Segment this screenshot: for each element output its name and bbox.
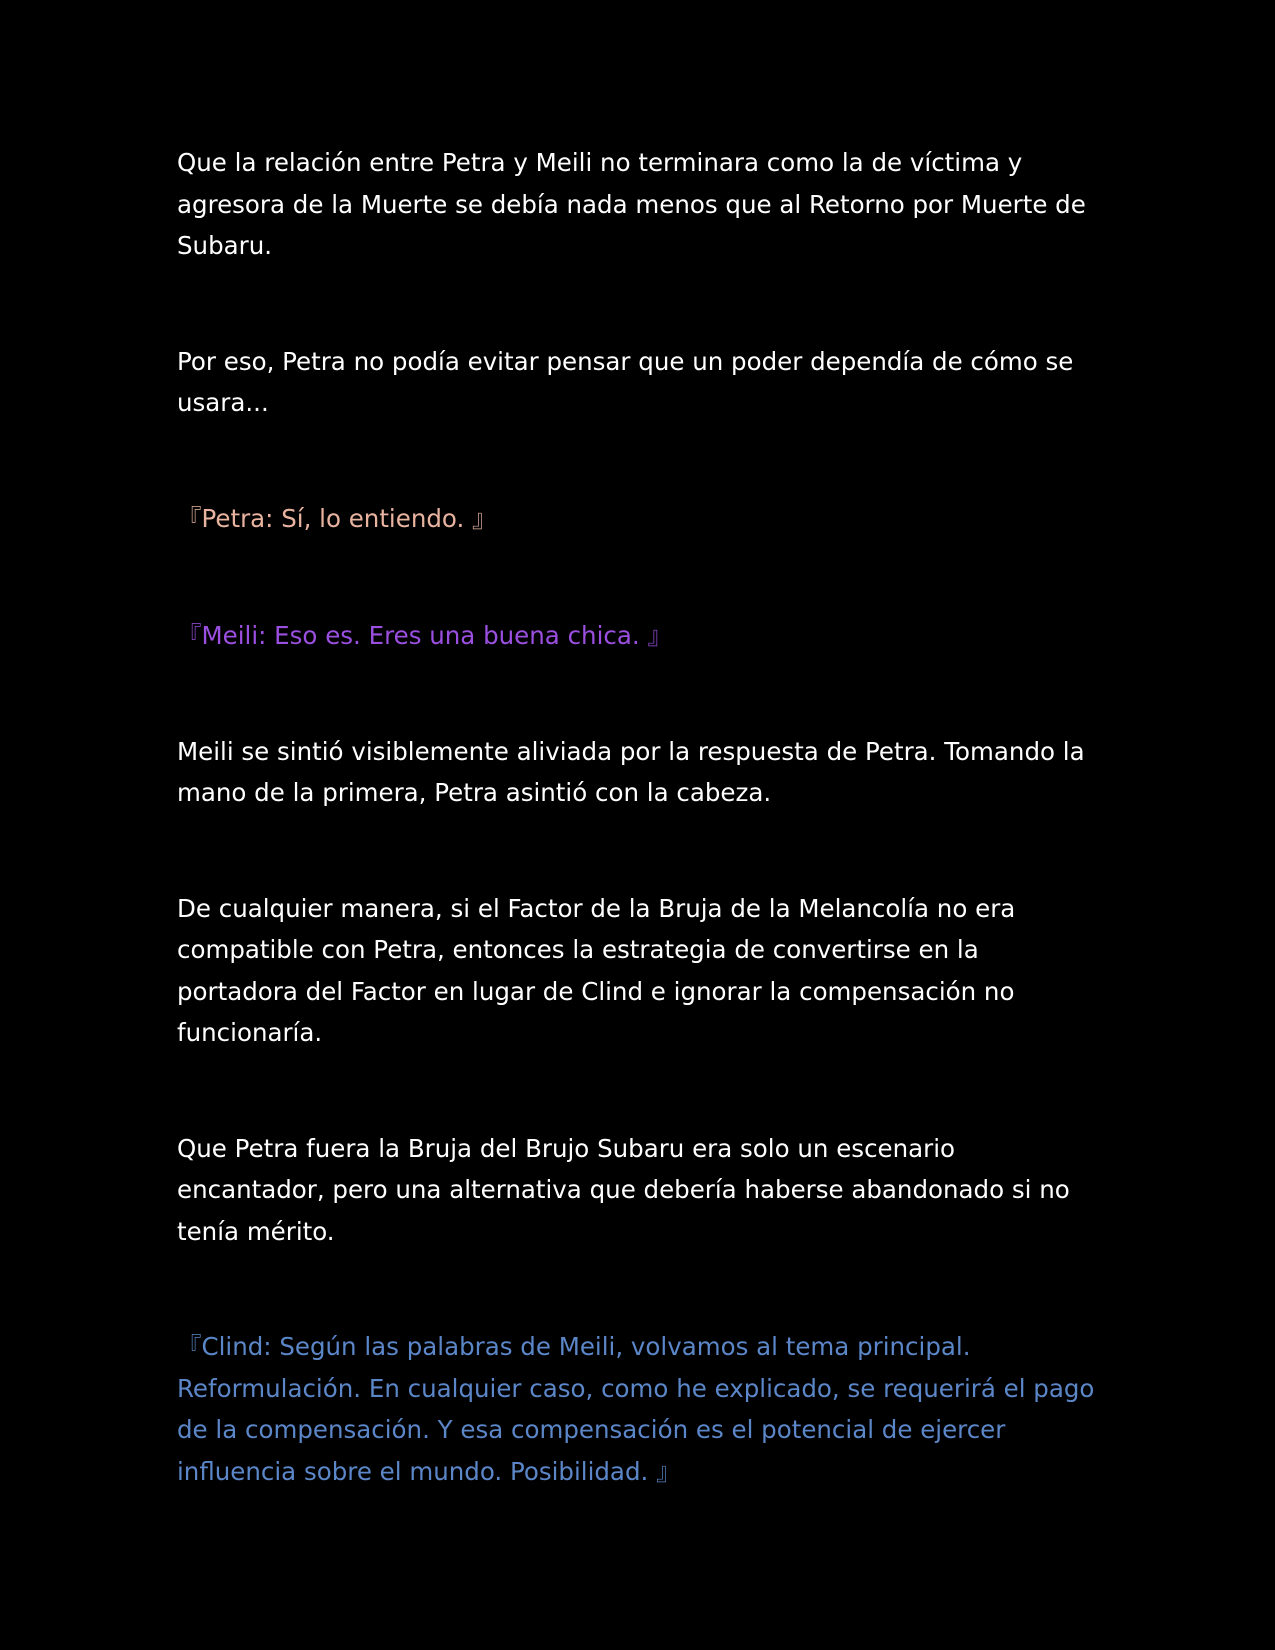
- narration-paragraph: De cualquier manera, si el Factor de la Bruja de la Melancolía no era compatible con Petra, entonces la estrategia de convertirse en la portadora del Factor en lugar de Clind e ignorar la compensación no funcionaría.: [177, 893, 1016, 1047]
- narration-paragraph: Por eso, Petra no podía evitar pensar que un poder dependía de cómo se usara...: [177, 346, 1074, 417]
- narration-paragraph: Que la relación entre Petra y Meili no terminara como la de víctima y agresora de la Muerte se debía nada menos que al Retorno por Muerte de Subaru.: [177, 148, 1086, 260]
- dialogue-petra: 『Petra: Sí, lo entiendo. 』: [177, 503, 497, 533]
- narration-paragraph: Meili se sintió visiblemente aliviada por la respuesta de Petra. Tomando la mano de la primera, Petra asintió con la cabeza.: [177, 736, 1085, 807]
- narration-paragraph: Que Petra fuera la Bruja del Brujo Subaru era solo un escenario encantador, pero una alternativa que debería haberse abandonado si no tenía mérito.: [177, 1133, 1070, 1246]
- document-body: [177, 142, 1107, 1492]
- dialogue-clind: 『Clind: Según las palabras de Meili, volvamos al tema principal. Reformulación. En cualquier caso, como he explicado, se requerirá el pago de la compensación. Y esa compensación es el potencial de ejercer influencia sobre el mundo. Posibilidad. 』: [177, 1332, 1095, 1486]
- dialogue-meili: 『Meili: Eso es. Eres una buena chica. 』: [177, 621, 672, 650]
